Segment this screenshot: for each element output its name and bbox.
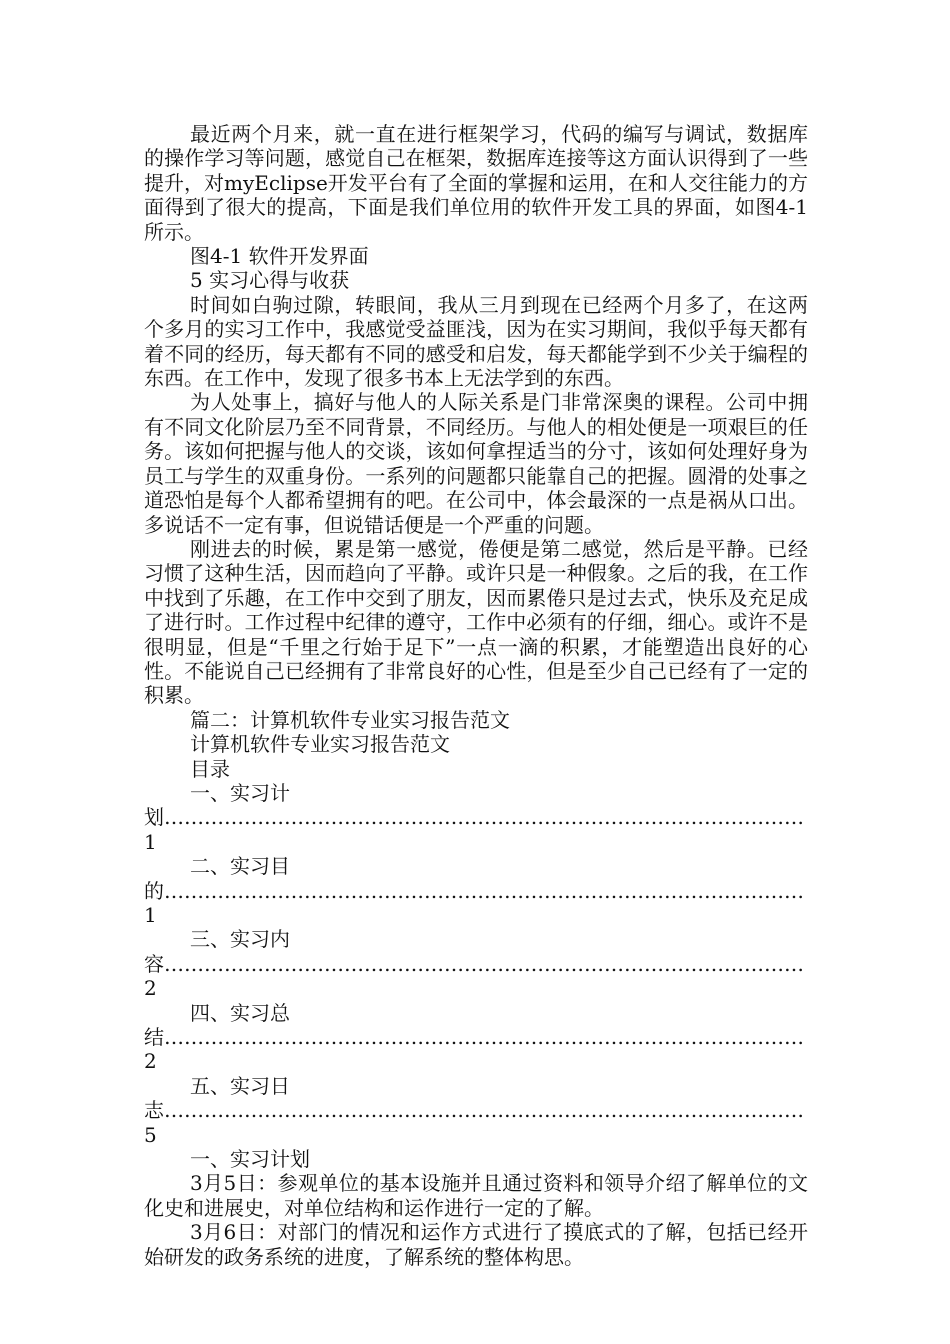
plan-heading: 一、实习计划 bbox=[190, 1147, 310, 1172]
plan-entry: 3月5日：参观单位的基本设施并且通过资料和领导介绍了解单位的文化史和进展史，对单位结构和运作进行一定的了解。 bbox=[144, 1171, 808, 1220]
toc-leader: …………………………………………………………………………………… bbox=[164, 1025, 804, 1050]
paragraph-experience-1: 时间如白驹过隙，转眼间，我从三月到现在已经两个月多了，在这两个多月的实习工作中，我感觉受益匪浅，因为在实习期间，我似乎每天都有着不同的经历，每天都有不同的感受和启发，每天都能学到不少关于编程的东西。在工作中，发现了很多书本上无法学到的东西。 bbox=[144, 292, 808, 391]
toc-entry-label: 四、实习总结 bbox=[144, 1000, 290, 1050]
toc-entry-label: 五、实习日志 bbox=[144, 1073, 290, 1123]
toc-entry-label: 二、实习目的 bbox=[144, 854, 290, 903]
toc-heading: 目录 bbox=[190, 756, 230, 781]
toc-entry-page: 2 bbox=[144, 1049, 157, 1074]
toc-leader: …………………………………………………………………………………… bbox=[164, 951, 804, 976]
section-heading-5: 5 实习心得与收获 bbox=[190, 268, 350, 293]
toc-entry bbox=[144, 781, 808, 854]
paragraph-intro: 最近两个月来，就一直在进行框架学习，代码的编写与调试，数据库的操作学习等问题，感觉自己在框架，数据库连接等这方面认识得到了一些提升，对myEclipse开发平台有了全面的掌握和运用，在和人交往能力的方面得到了很大的提高，下面是我们单位用的软件开发工具的界面，如图4-1所示。 bbox=[144, 122, 808, 244]
toc-leader: …………………………………………………………………………………… bbox=[164, 878, 804, 903]
document-page bbox=[144, 122, 808, 1269]
paragraph-experience-2: 为人处事上，搞好与他人的人际关系是门非常深奥的课程。公司中拥有不同文化阶层乃至不同背景，不同经历。与他人的相处便是一项艰巨的任务。该如何把握与他人的交谈，该如何拿捏适当的分寸，该如何处理好身为员工与学生的双重身份。一系列的问题都只能靠自己的把握。圆滑的处事之道恐怕是每个人都希望拥有的吧。在公司中，体会最深的一点是祸从口出。多说话不一定有事，但说错话便是一个严重的问题。 bbox=[144, 390, 808, 537]
toc-entry bbox=[144, 927, 808, 1000]
toc-entry-label: 一、实习计划 bbox=[144, 780, 290, 830]
figure-caption: 图4-1 软件开发界面 bbox=[190, 244, 369, 269]
report-title: 计算机软件专业实习报告范文 bbox=[190, 732, 450, 757]
toc-entry-page: 1 bbox=[144, 829, 157, 854]
toc-entry bbox=[144, 854, 808, 927]
toc-leader: …………………………………………………………………………………… bbox=[164, 805, 804, 830]
toc-entry bbox=[144, 1001, 808, 1074]
toc-entry bbox=[144, 1074, 808, 1147]
toc-entry-label: 三、实习内容 bbox=[144, 927, 290, 976]
plan-entry: 3月6日：对部门的情况和运作方式进行了摸底式的了解，包括已经开始研发的政务系统的进度，了解系统的整体构思。 bbox=[144, 1220, 808, 1269]
toc-entry-page: 2 bbox=[144, 976, 157, 1001]
toc-entry-page: 1 bbox=[144, 903, 157, 927]
table-of-contents bbox=[144, 781, 808, 1147]
toc-leader: …………………………………………………………………………………… bbox=[164, 1098, 804, 1123]
toc-entry-page: 5 bbox=[144, 1122, 157, 1147]
part-two-heading: 篇二：计算机软件专业实习报告范文 bbox=[190, 707, 510, 732]
paragraph-experience-3: 刚进去的时候，累是第一感觉，倦便是第二感觉，然后是平静。已经习惯了这种生活，因而趋向了平静。或许只是一种假象。之后的我，在工作中找到了乐趣，在工作中交到了朋友，因而累倦只是过去式，快乐及充足成了进行时。工作过程中纪律的遵守，工作中必须有的仔细，细心。或许不是很明显，但是“千里之行始于足下”一点一滴的积累，才能塑造出良好的心性。不能说自己已经拥有了非常良好的心性，但是至少自己已经有了一定的积累。 bbox=[144, 536, 808, 708]
